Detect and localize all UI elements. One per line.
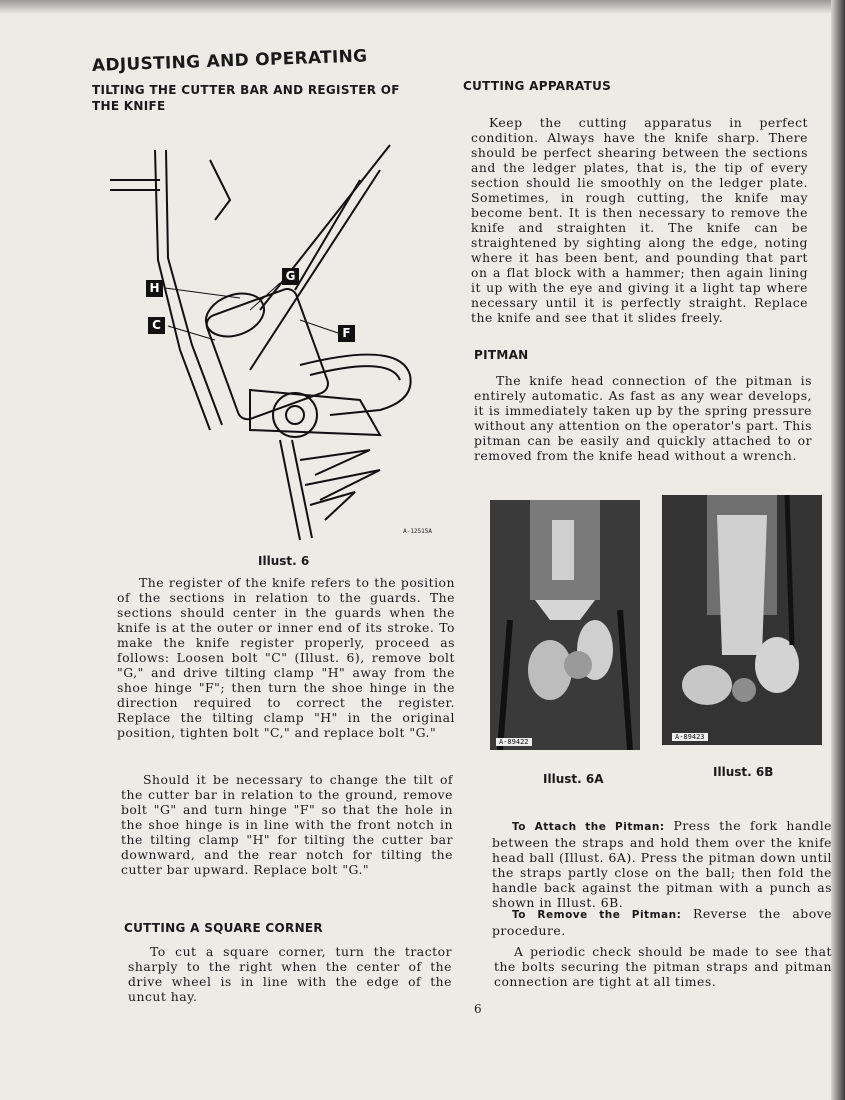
register-paragraph: The register of the knife refers to the position of the sections in relation to the guards. The sections should center in the guards when the knife is at the outer or inner end of its stroke. To make the knife register properly, proceed as follows: Loosen bolt "C" (Illust. 6), remove bolt "G," and drive tilting clamp "H" away from the shoe hinge "F"; then turn the shoe hinge in the direction required to correct the register. Replace the tilting clamp "H" in the original position, tighten bolt "C," and replace bolt "G." xyxy=(117,575,455,740)
photo-illust-6b xyxy=(662,495,822,745)
section-heading-cutting-apparatus: CUTTING APPARATUS xyxy=(463,79,612,93)
pitman-paragraph: The knife head connection of the pitman is entirely automatic. As fast as any wear develops, it is immediately taken up by the spring pressure without any attention on the operator's part. This pitman can be easily and quickly attached to or removed from the knife head without a wrench. xyxy=(474,373,812,463)
photo-6b-ref-code: A-89423 xyxy=(672,733,708,741)
caption-illust-6: Illust. 6 xyxy=(258,554,310,568)
page-number: 6 xyxy=(474,1002,482,1016)
callout-f: F xyxy=(338,325,355,342)
section-heading-square-corner: CUTTING A SQUARE CORNER xyxy=(124,921,323,935)
attach-pitman-text: Press the fork handle between the straps and hold them over the knife head ball (Illust. 6A). Press the pitman down until the straps partly close on the ball; then fold the handle back against the pitman with a punch as shown in Illust. 6B. xyxy=(492,818,832,910)
remove-pitman-lead: To Remove the Pitman: xyxy=(512,909,682,921)
callout-h: H xyxy=(146,280,163,297)
square-corner-paragraph: To cut a square corner, turn the tractor sharply to the right when the center of the drive wheel is in line with the edge of the uncut hay. xyxy=(128,944,452,1004)
attach-pitman-lead: To Attach the Pitman: xyxy=(512,821,665,833)
illustration-6 xyxy=(100,140,450,545)
section-heading-tilting: TILTING THE CUTTER BAR AND REGISTER OF THE KNIFE xyxy=(92,83,400,113)
caption-illust-6a: Illust. 6A xyxy=(543,772,604,786)
photo-6a-ref-code: A-89422 xyxy=(496,738,532,746)
pitman-attach-photo xyxy=(490,500,640,750)
scan-right-edge xyxy=(831,0,845,1100)
caption-illust-6b: Illust. 6B xyxy=(713,765,774,779)
tilt-paragraph: Should it be necessary to change the tilt of the cutter bar in relation to the ground, remove bolt "G" and turn hinge "F" so that the hole in the shoe hinge is in line with the front notch in the tilting clamp "H" for tilting the cutter bar downward, and the rear notch for tilting the cutter bar upward. Replace bolt "G." xyxy=(121,772,453,877)
section-heading-pitman: PITMAN xyxy=(474,348,529,362)
remove-pitman-paragraph xyxy=(492,906,832,938)
callout-c: C xyxy=(148,317,165,334)
page-title: ADJUSTING AND OPERATING xyxy=(91,46,368,76)
photo-illust-6a xyxy=(490,500,640,750)
illustration-ref-code: A-12515A xyxy=(403,528,432,535)
attach-pitman-paragraph xyxy=(492,818,832,910)
pitman-folded-photo xyxy=(662,495,822,745)
periodic-check-paragraph: A periodic check should be made to see that the bolts securing the pitman straps and pitman connection are tight at all times. xyxy=(494,944,832,989)
cutting-paragraph: Keep the cutting apparatus in perfect condition. Always have the knife sharp. There should be perfect shearing between the sections and the ledger plates, that is, the tip of every section should lie smoothly on the ledger plate. Sometimes, in rough cutting, the knife may become bent. It is then necessary to remove the knife and straighten it. The knife can be straightened by sighting along the edge, noting where it has been bent, and pounding that part on a flat block with a hammer; then again lining it up with the eye and giving it a light tap where necessary until it is perfectly straight. Replace the knife and see that it slides freely. xyxy=(471,115,808,325)
cutter-bar-drawing xyxy=(100,140,450,545)
scan-top-edge xyxy=(0,0,845,14)
remove-pitman-text: Reverse the above procedure. xyxy=(492,906,832,938)
callout-g: G xyxy=(282,268,299,285)
